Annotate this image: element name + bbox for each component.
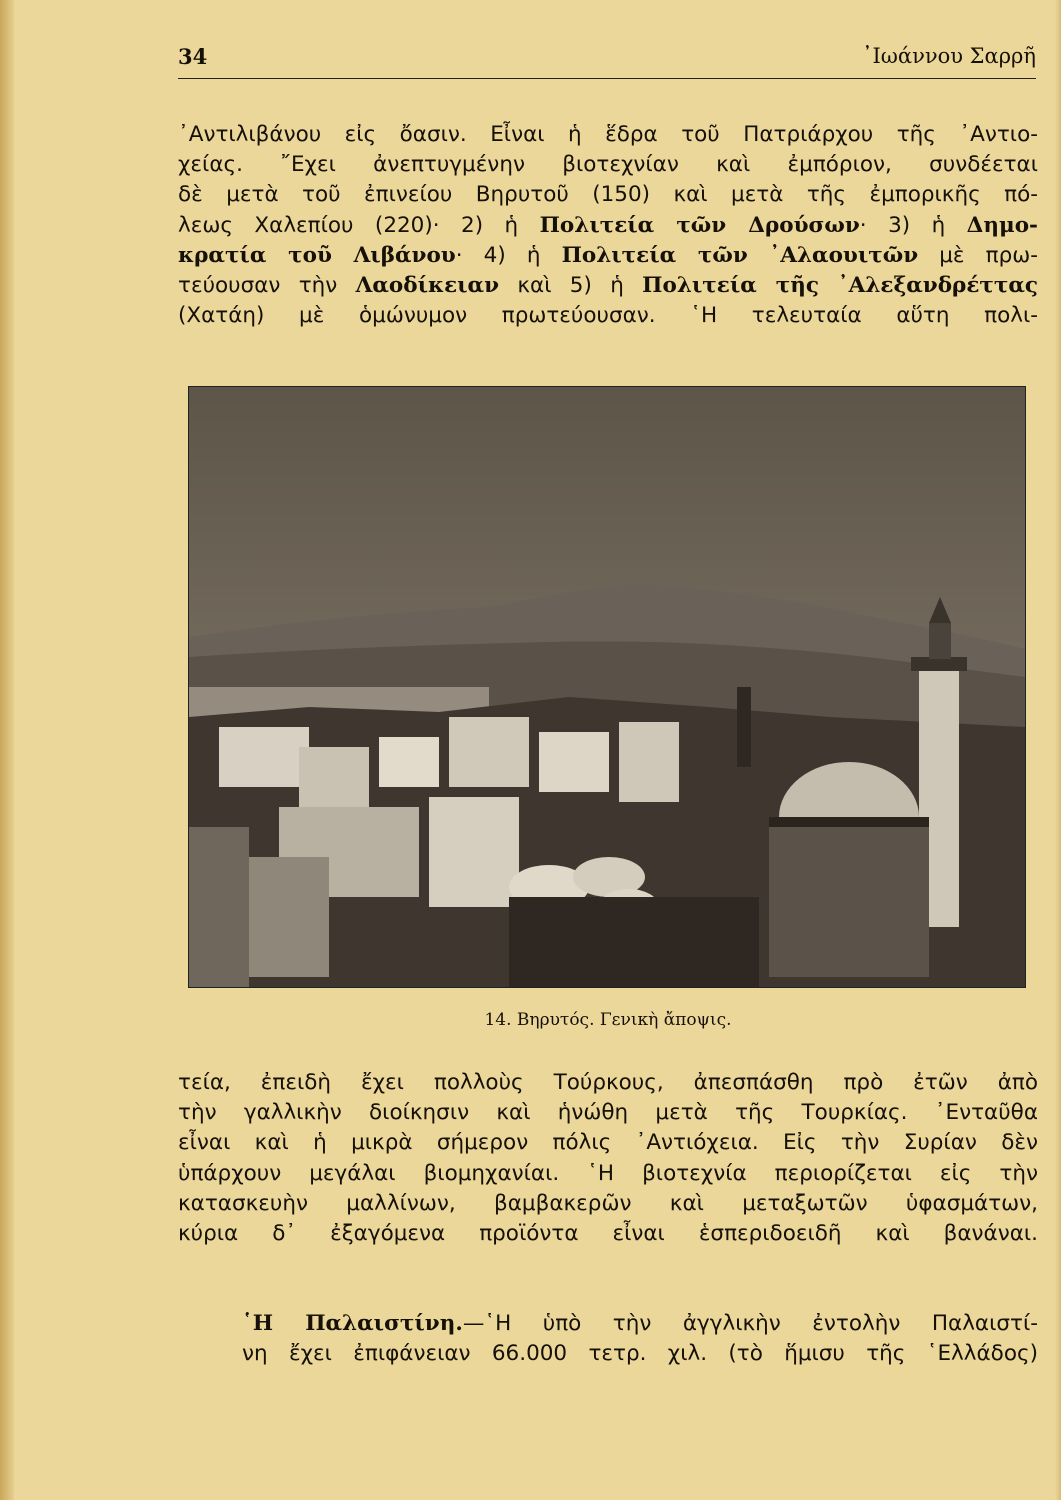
paragraph-syria-states: [178, 120, 1038, 331]
figure-caption: 14. Βηρυτός. Γενικὴ ἄποψις.: [484, 1010, 732, 1030]
bold-term: Πολιτεία τῆς ᾿Αλεξανδρέττας: [642, 273, 1038, 299]
text-line: ῾Η Παλαιστίνη.—῾Η ὑπὸ τὴν ἀγγλικὴν ἐντολὴν Παλαιστί-: [242, 1311, 1038, 1336]
text-line: κατασκευὴν μαλλίνων, βαμβακερῶν καὶ μεταξωτῶν ὑφασμάτων,: [178, 1190, 1038, 1216]
text-line: εἶναι καὶ ἡ μικρὰ σήμερον πόλις ᾿Αντιόχεια. Εἰς τὴν Συρίαν δὲν: [178, 1130, 1038, 1156]
text-line: ὑπάρχουν μεγάλαι βιομηχανίαι. ῾Η βιοτεχνία περιορίζεται εἰς τὴν: [178, 1160, 1038, 1186]
text-line: τὴν γαλλικὴν διοίκησιν καὶ ἡνώθη μετὰ τῆς Τουρκίας. ᾿Ενταῦθα: [178, 1100, 1038, 1126]
text-line: δὲ μετὰ τοῦ ἐπινείου Βηρυτοῦ (150) καὶ μετὰ τῆς ἐμπορικῆς πό-: [178, 182, 1038, 208]
text-line: τεύουσαν τὴν Λαοδίκειαν καὶ 5) ἡ Πολιτεία τῆς ᾿Αλεξανδρέττας: [178, 273, 1038, 299]
text-line: (Χατάη) μὲ ὁμώνυμον πρωτεύουσαν. ῾Η τελευταία αὕτη πολι-: [178, 303, 1038, 329]
text-line: λεως Χαλεπίου (220)· 2) ἡ Πολιτεία τῶν Δρούσων· 3) ἡ Δημο-: [178, 212, 1038, 238]
beirut-photo: [188, 386, 1026, 988]
bold-term: Λαοδίκειαν: [355, 273, 500, 299]
bold-term: κρατία τοῦ Λιβάνου: [178, 242, 456, 268]
bold-term: Πολιτεία τῶν ᾿Αλαουιτῶν: [561, 242, 919, 268]
text-line: τεία, ἐπειδὴ ἔχει πολλοὺς Τούρκους, ἀπεσπάσθη πρὸ ἐτῶν ἀπὸ: [178, 1070, 1038, 1095]
paragraph-economy: [178, 1068, 1038, 1249]
text-line: νη ἔχει ἐπιφάνειαν 66.000 τετρ. χιλ. (τὸ ἥμισυ τῆς ῾Ελλάδος): [242, 1341, 1038, 1367]
page-header: [178, 44, 1036, 79]
text-line: χείας. ῎Εχει ἀνεπτυγμένην βιοτεχνίαν καὶ ἐμπόριον, συνδέεται: [178, 152, 1038, 178]
beirut-cityscape-illustration: [189, 387, 1025, 987]
bold-term: Πολιτεία τῶν Δρούσων: [539, 212, 860, 238]
bold-term: Δημο-: [966, 212, 1038, 238]
text-line: κρατία τοῦ Λιβάνου· 4) ἡ Πολιτεία τῶν ᾿Αλαουιτῶν μὲ πρω-: [178, 242, 1038, 268]
section-heading: ῾Η Παλαιστίνη.: [242, 1311, 463, 1336]
page-edge-right: [1055, 0, 1061, 1500]
paragraph-palestine: [178, 1309, 1038, 1369]
page-number: 34: [178, 44, 208, 69]
running-head: ᾿Ιωάννου Σαρρῆ: [861, 44, 1036, 68]
text-line: κύρια δ᾿ ἐξαγόμενα προϊόντα εἶναι ἑσπεριδοειδῆ καὶ βανάναι.: [178, 1221, 1038, 1247]
text-line: ᾿Αντιλιβάνου εἰς ὄασιν. Εἶναι ἡ ἕδρα τοῦ Πατριάρχου τῆς ᾿Αντιο-: [178, 122, 1038, 147]
page-edge: [0, 0, 14, 1500]
